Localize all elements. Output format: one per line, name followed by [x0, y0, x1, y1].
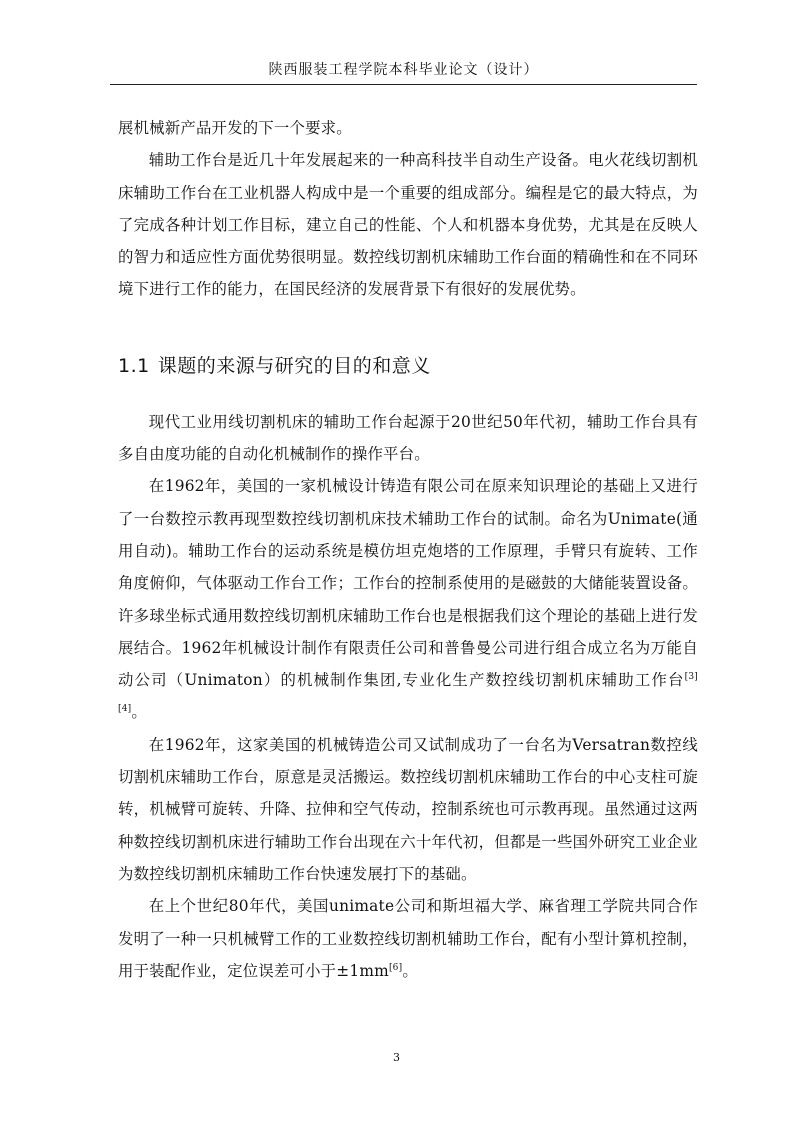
paragraph-tail: 。	[402, 961, 418, 980]
paragraph-1980s	[118, 890, 698, 987]
citation-ref: [3] [4]	[118, 672, 698, 715]
paragraph-auxiliary-worktable: 辅助工作台是近几十年发展起来的一种高科技半自动生产设备。电火花线切割机床辅助工作台在工业机器人构成中是一个重要的组成部分。编程是它的最大特点，为了完成各种计划工作目标，建立自己的性能、个人和机器本身优势，尤其是在反映人的智力和适应性方面优势很明显。数控线切割机床辅助工作台面的精确性和在不同环境下进行工作的能力，在国民经济的发展背景下有很好的发展优势。	[118, 151, 698, 299]
section-number: 1.1	[118, 354, 150, 377]
section-title: 课题的来源与研究的目的和意义	[157, 354, 431, 377]
paragraph-versatran: 在1962年，这家美国的机械铸造公司又试制成功了一台名为Versatran数控线切割机床辅助工作台，原意是灵活搬运。数控线切割机床辅助工作台的中心支柱可旋转，机械臂可旋转、升降、拉伸和空气传动，控制系统也可示教再现。虽然通过这两种数控线切割机床进行辅助工作台出现在六十年代初，但都是一些国外研究工业企业为数控线切割机床辅助工作台快速发展打下的基础。	[118, 735, 698, 883]
section-heading	[118, 352, 698, 380]
page-body	[118, 112, 698, 987]
paragraph-continuation: 展机械新产品开发的下一个要求。	[118, 119, 352, 137]
header-rule	[110, 84, 697, 85]
page-number: 3	[393, 1051, 400, 1064]
paragraph-origin: 现代工业用线切割机床的辅助工作台起源于20世纪50年代初，辅助工作台具有多自由度功能的自动化机械制作的操作平台。	[118, 412, 698, 464]
paragraph-text: 在1962年，美国的一家机械设计铸造有限公司在原来知识理论的基础上又进行了一台数控示教再现型数控线切割机床技术辅助工作台的试制。命名为Unimate(通用自动)。辅助工作台的运动系统是模仿坦克炮塔的工作原理，手臂只有旋转、工作角度俯仰，气体驱动工作台工作；工作台的控制系使用的是磁鼓的大储能装置设备。许多球坐标式通用数控线切割机床辅助工作台也是根据我们这个理论的基础上进行发展结合。1962年机械设计制作有限责任公司和普鲁曼公司进行组合成立名为万能自动公司（Unimaton）的机械制作集团,专业化生产数控线切割机床辅助工作台	[118, 477, 698, 690]
paragraph-unimate-1962	[118, 470, 698, 728]
paragraph-tail: 。	[131, 703, 147, 722]
paragraph-text: 在上个世纪80年代，美国unimate公司和斯坦福大学、麻省理工学院共同合作发明了一种一只机械臂工作的工业数控线切割机辅助工作台，配有小型计算机控制，用于装配作业，定位误差可小于±1mm	[118, 897, 698, 980]
citation-ref: [6]	[388, 962, 403, 973]
running-header: 陕西服装工程学院本科毕业论文（设计）	[268, 62, 539, 78]
